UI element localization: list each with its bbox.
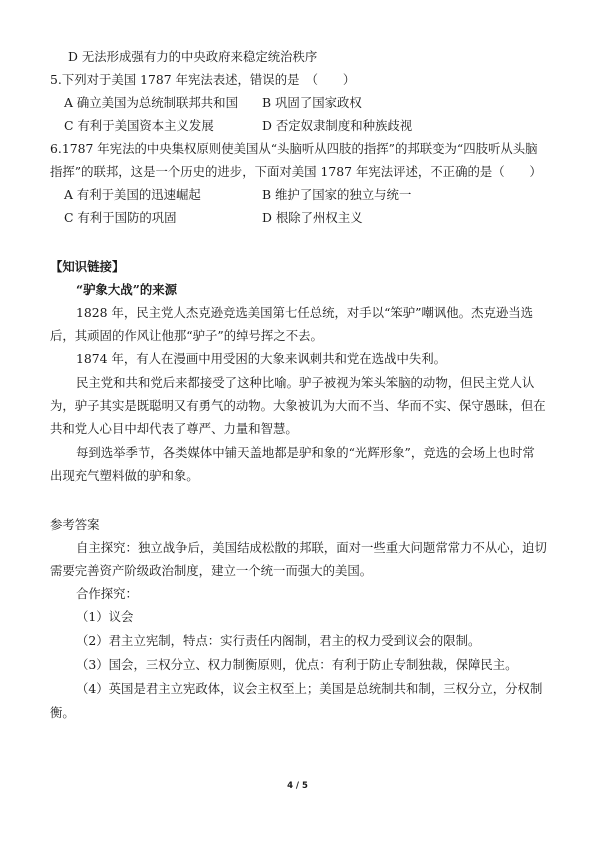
q5-option-d: D 否定奴隶制度和种族歧视 [262, 118, 413, 133]
q6-option-a: A 有利于美国的迅速崛起 [64, 187, 201, 202]
knowledge-heading: 【知识链接】 [50, 259, 125, 274]
answers-item4-line1: （4）英国是君主立宪政体，议会主权至上；美国是总统制共和制，三权分立，分权制 [76, 681, 543, 696]
answers-heading: 参考答案 [50, 517, 100, 532]
q4-option-d: D 无法形成强有力的中央政府来稳定统治秩序 [68, 49, 318, 64]
answers-coop-label: 合作探究： [76, 586, 138, 601]
knowledge-p3-line1: 民主党和共和党后来都接受了这种比喻。驴子被视为笨头笨脑的动物，但民主党人认 [76, 375, 535, 390]
q5-option-b: B 巩固了国家政权 [262, 95, 362, 110]
q6-option-c: C 有利于国防的巩固 [64, 210, 177, 225]
q6-option-d: D 根除了州权主义 [262, 210, 363, 225]
answers-item3: （3）国会，三权分立、权力制衡原则，优点：有利于防止专制独裁，保障民主。 [76, 657, 518, 672]
knowledge-p1-line1: 1828 年，民主党人杰克逊竞选美国第七任总统，对手以“笨驴”嘲讽他。杰克逊当选 [76, 305, 534, 320]
answers-self-line1: 自主探究：独立战争后，美国结成松散的邦联，面对一些重大问题常常力不从心，迫切 [76, 540, 547, 555]
answers-item4-line2: 衡。 [50, 705, 75, 720]
q5-stem: 5.下列对于美国 1787 年宪法表述，错误的是 （ ） [50, 72, 356, 87]
knowledge-p4-line1: 每到选举季节，各类媒体中铺天盖地都是驴和象的“光辉形象”，竞选的会场上也时常 [76, 445, 535, 460]
q6-stem-line1: 6.1787 年宪法的中央集权原则使美国从“头脑听从四肢的指挥”的邦联变为“四肢听从头脑 [50, 141, 538, 156]
page-number: 4 / 5 [287, 781, 308, 791]
q5-option-a: A 确立美国为总统制联邦共和国 [64, 95, 238, 110]
knowledge-p2: 1874 年，有人在漫画中用受困的大象来讽刺共和党在选战中失利。 [76, 351, 447, 366]
q6-stem-line2: 指挥”的联邦，这是一个历史的进步，下面对美国 1787 年宪法评述，不正确的是（ ） [50, 164, 542, 179]
knowledge-p3-line2: 为，驴子其实是既聪明又有勇气的动物。大象被讥为大而不当、华而不实、保守愚昧，但在 [50, 398, 546, 413]
answers-item2: （2）君主立宪制，特点：实行责任内阁制，君主的权力受到议会的限制。 [76, 633, 481, 648]
knowledge-p3-line3: 共和党人心目中却代表了尊严、力量和智慧。 [50, 421, 298, 436]
q6-option-b: B 维护了国家的独立与统一 [262, 187, 412, 202]
q5-option-c: C 有利于美国资本主义发展 [64, 118, 214, 133]
knowledge-p1-line2: 后，其顽固的作风让他那“驴子”的绰号挥之不去。 [50, 328, 323, 343]
knowledge-subheading: “驴象大战”的来源 [76, 282, 177, 297]
knowledge-p4-line2: 出现充气塑料做的驴和象。 [50, 468, 199, 483]
answers-item1: （1）议会 [76, 609, 134, 624]
answers-self-line2: 需要完善资产阶级政治制度，建立一个统一而强大的美国。 [50, 563, 373, 578]
